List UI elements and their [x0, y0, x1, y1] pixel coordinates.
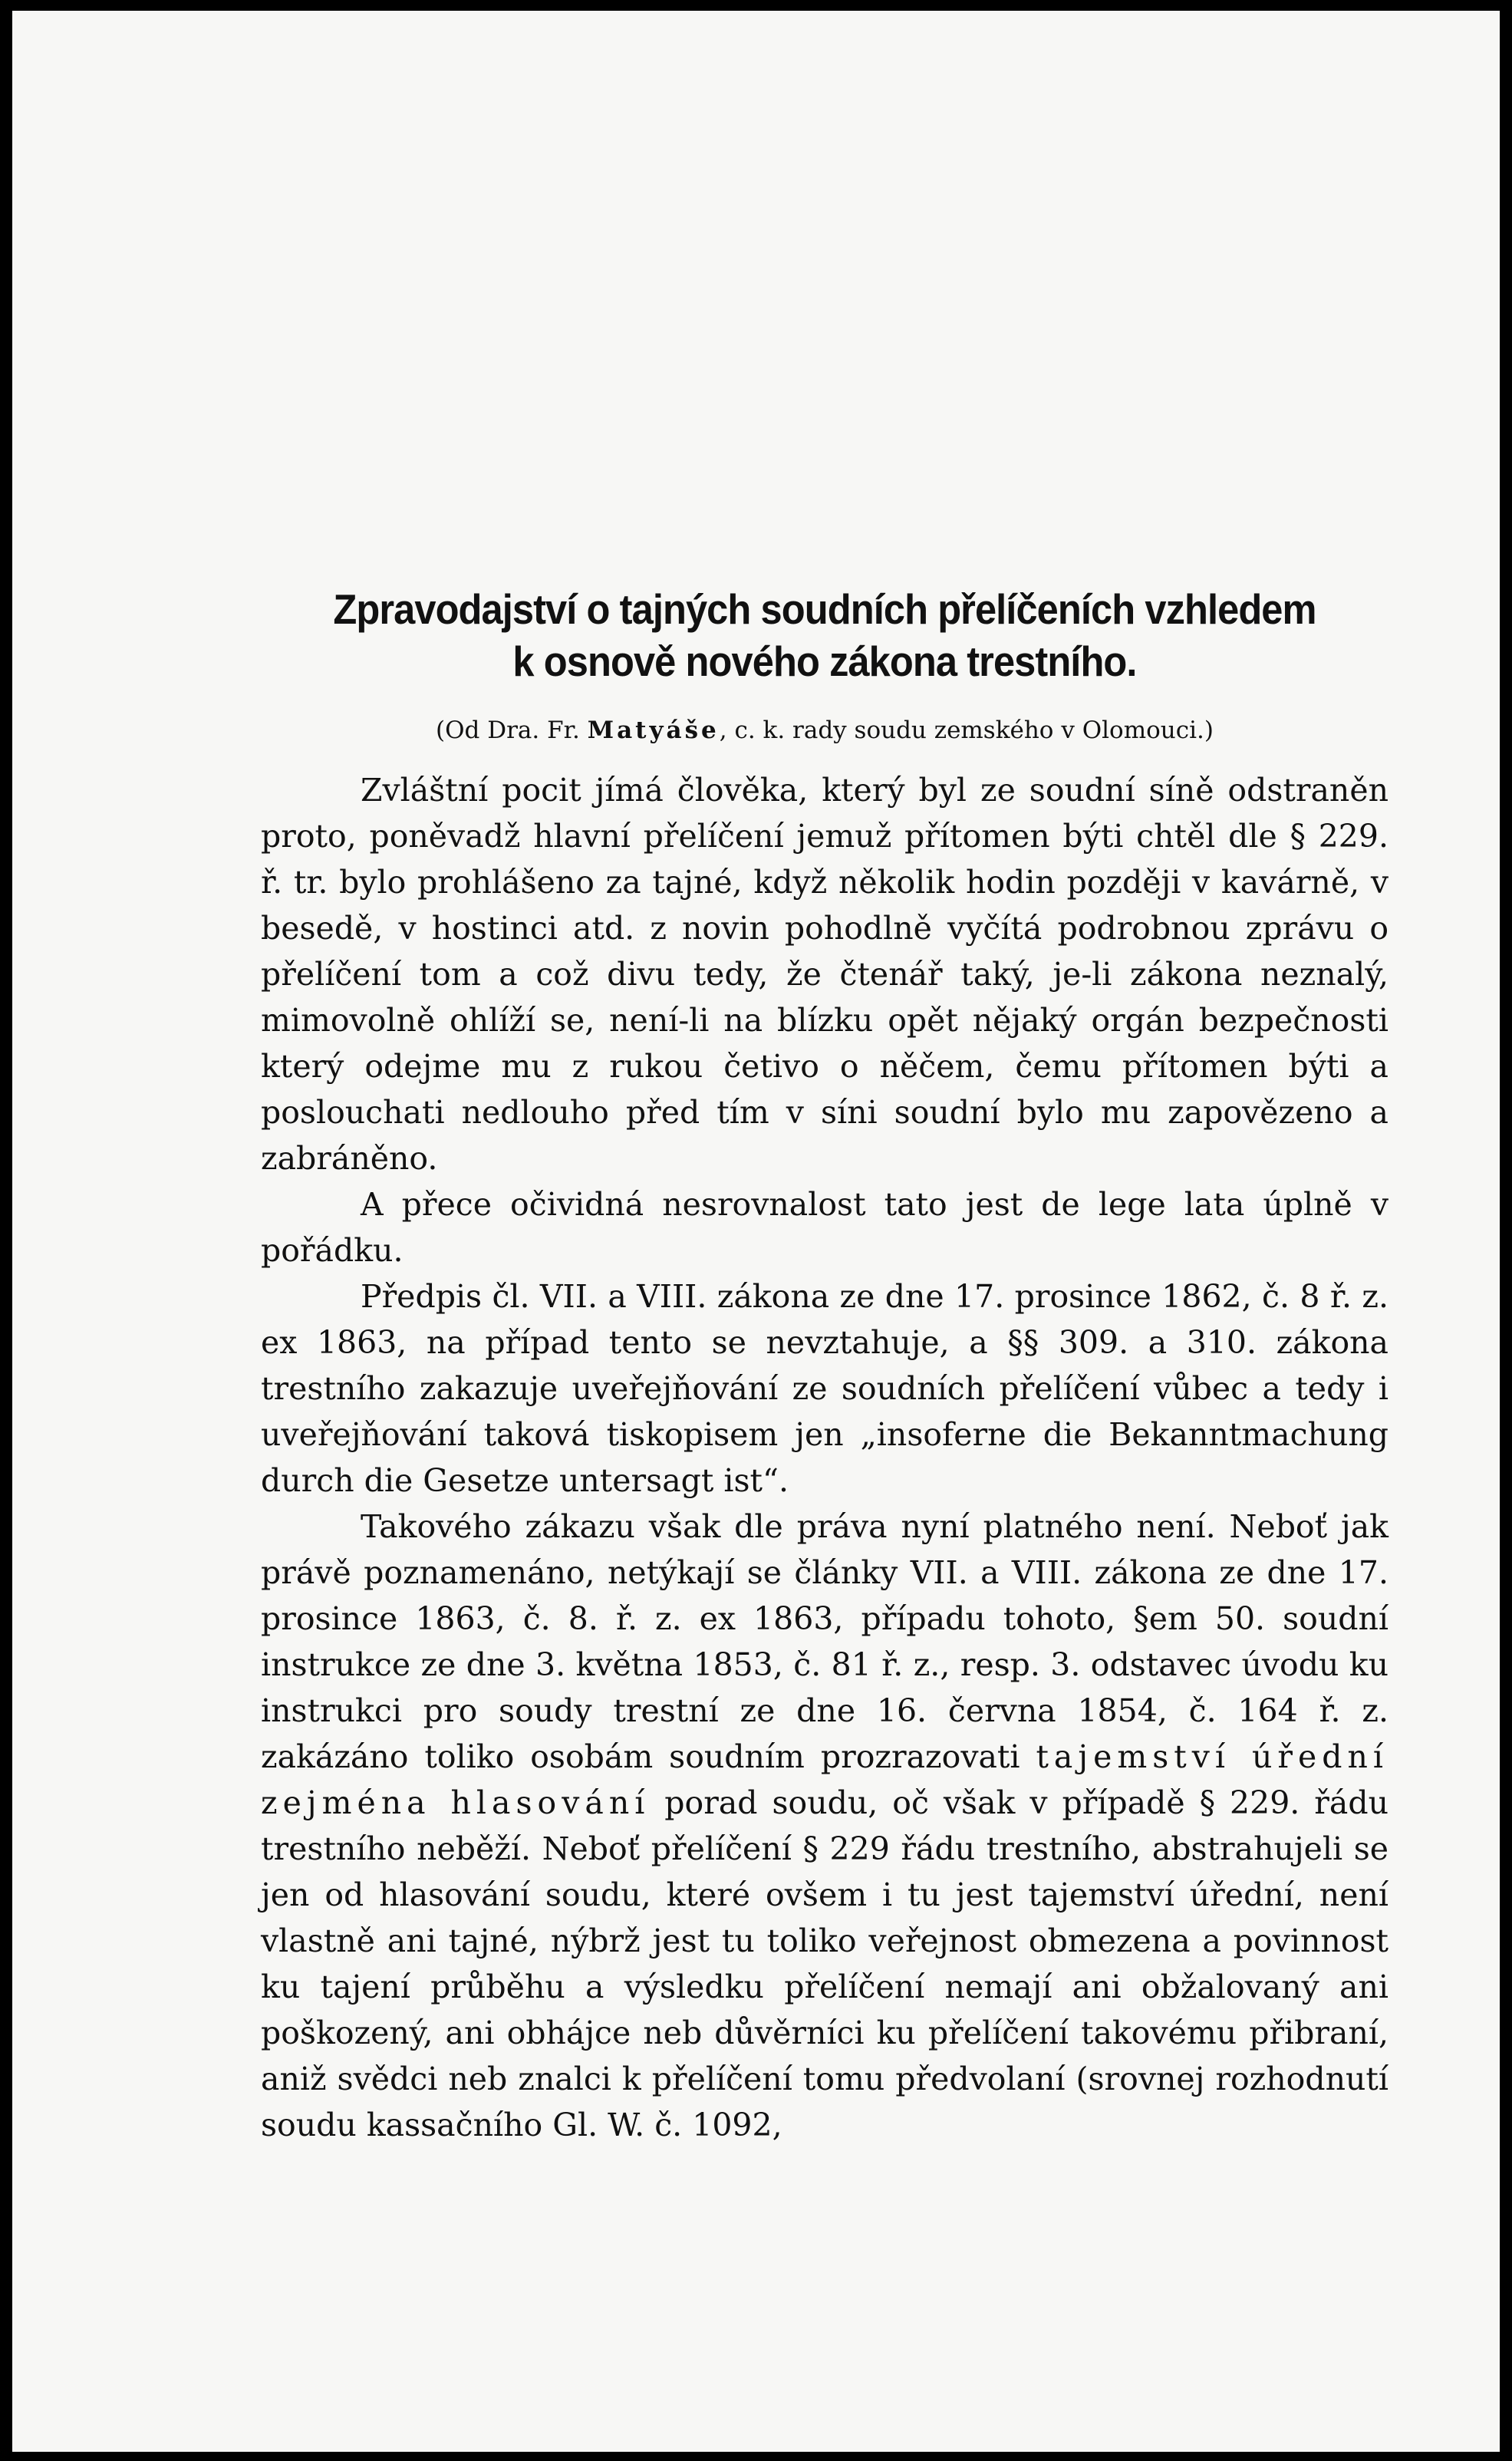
scan-border-right [1500, 0, 1512, 2461]
title-line-1: Zpravodajství o tajných soudních přelíčeních vzhledem [333, 585, 1316, 633]
paragraph-4 [261, 1504, 1388, 2148]
paragraph-4-emphasis: tajemství úřední zejména hlasování [261, 1738, 1388, 1821]
paragraph-4-text-a: Takového zákazu však dle práva nyní platného není. Neboť jak právě poznamenáno, netýkají se články VII. a VIII. zákona ze dne 17. prosince 1863, č. 8. ř. z. ex 1863, případu tohoto, §em 50. soudní instrukce ze dne 3. května 1853, č. 81 ř. z., resp. 3. odstavec úvodu ku instrukci pro soudy trestní ze dne 16. června 1854, č. 164 ř. z. zakázáno toliko osobám soudním prozrazovati [261, 1508, 1388, 1775]
byline [261, 715, 1388, 746]
byline-prefix: (Od Dra. Fr. [436, 717, 588, 744]
scan-border-left [0, 0, 12, 2461]
scan-border-top [0, 0, 1512, 11]
paragraph-4-text-b: porad soudu, oč však v případě § 229. řádu trestního neběží. Neboť přelíčení § 229 řádu trestního, abstrahujeli se jen od hlasování soudu, které ovšem i tu jest tajemství úřední, není vlastně ani tajné, nýbrž jest tu toliko veřejnost obmezena a povinnost ku tajení průběhu a výsledku přelíčení nemají ani obžalovaný ani poškozený, ani obhájce neb důvěrníci ku přelíčení takovému přibraní, aniž svědci neb znalci k přelíčení tomu předvolaní (srovnej rozhodnutí soudu kassačního Gl. W. č. 1092, [261, 1784, 1388, 2143]
article [261, 583, 1388, 2148]
paragraph-3: Předpis čl. VII. a VIII. zákona ze dne 17. prosince 1862, č. 8 ř. z. ex 1863, na případ tento se nevztahuje, a §§ 309. a 310. zákona trestního zakazuje uveřejňování ze soudních přelíčení vůbec a tedy i uveřejňování taková tiskopisem jen „insoferne die Bekanntmachung durch die Gesetze untersagt ist“. [261, 1278, 1388, 1499]
byline-author: Matyáše [587, 717, 720, 744]
paragraph-2: A přece očividná nesrovnalost tato jest de lege lata úplně v pořádku. [261, 1186, 1388, 1269]
paragraph-1: Zvláštní pocit jímá člověka, který byl ze soudní síně odstraněn proto, poněvadž hlavní přelíčení jemuž přítomen býti chtěl dle § 229. ř. tr. bylo prohlášeno za tajné, když několik hodin později v kavárně, v besedě, v hostinci atd. z novin pohodlně vyčítá podrobnou zprávu o přelíčení tom a což divu tedy, že čtenář taký, je-li zákona neznalý, mimovolně ohlíží se, není-li na blízku opět nějaký orgán bezpečnosti který odejme mu z rukou četivo o něčem, čemu přítomen býti a poslouchati nedlouho před tím v síni soudní bylo mu zapovězeno a zabráněno. [261, 772, 1388, 1177]
scan-border-bottom [0, 2452, 1512, 2461]
article-title [306, 583, 1343, 687]
title-line-2: k osnově nového zákona trestního. [512, 637, 1137, 685]
byline-suffix: , c. k. rady soudu zemského v Olomouci.) [719, 717, 1214, 744]
